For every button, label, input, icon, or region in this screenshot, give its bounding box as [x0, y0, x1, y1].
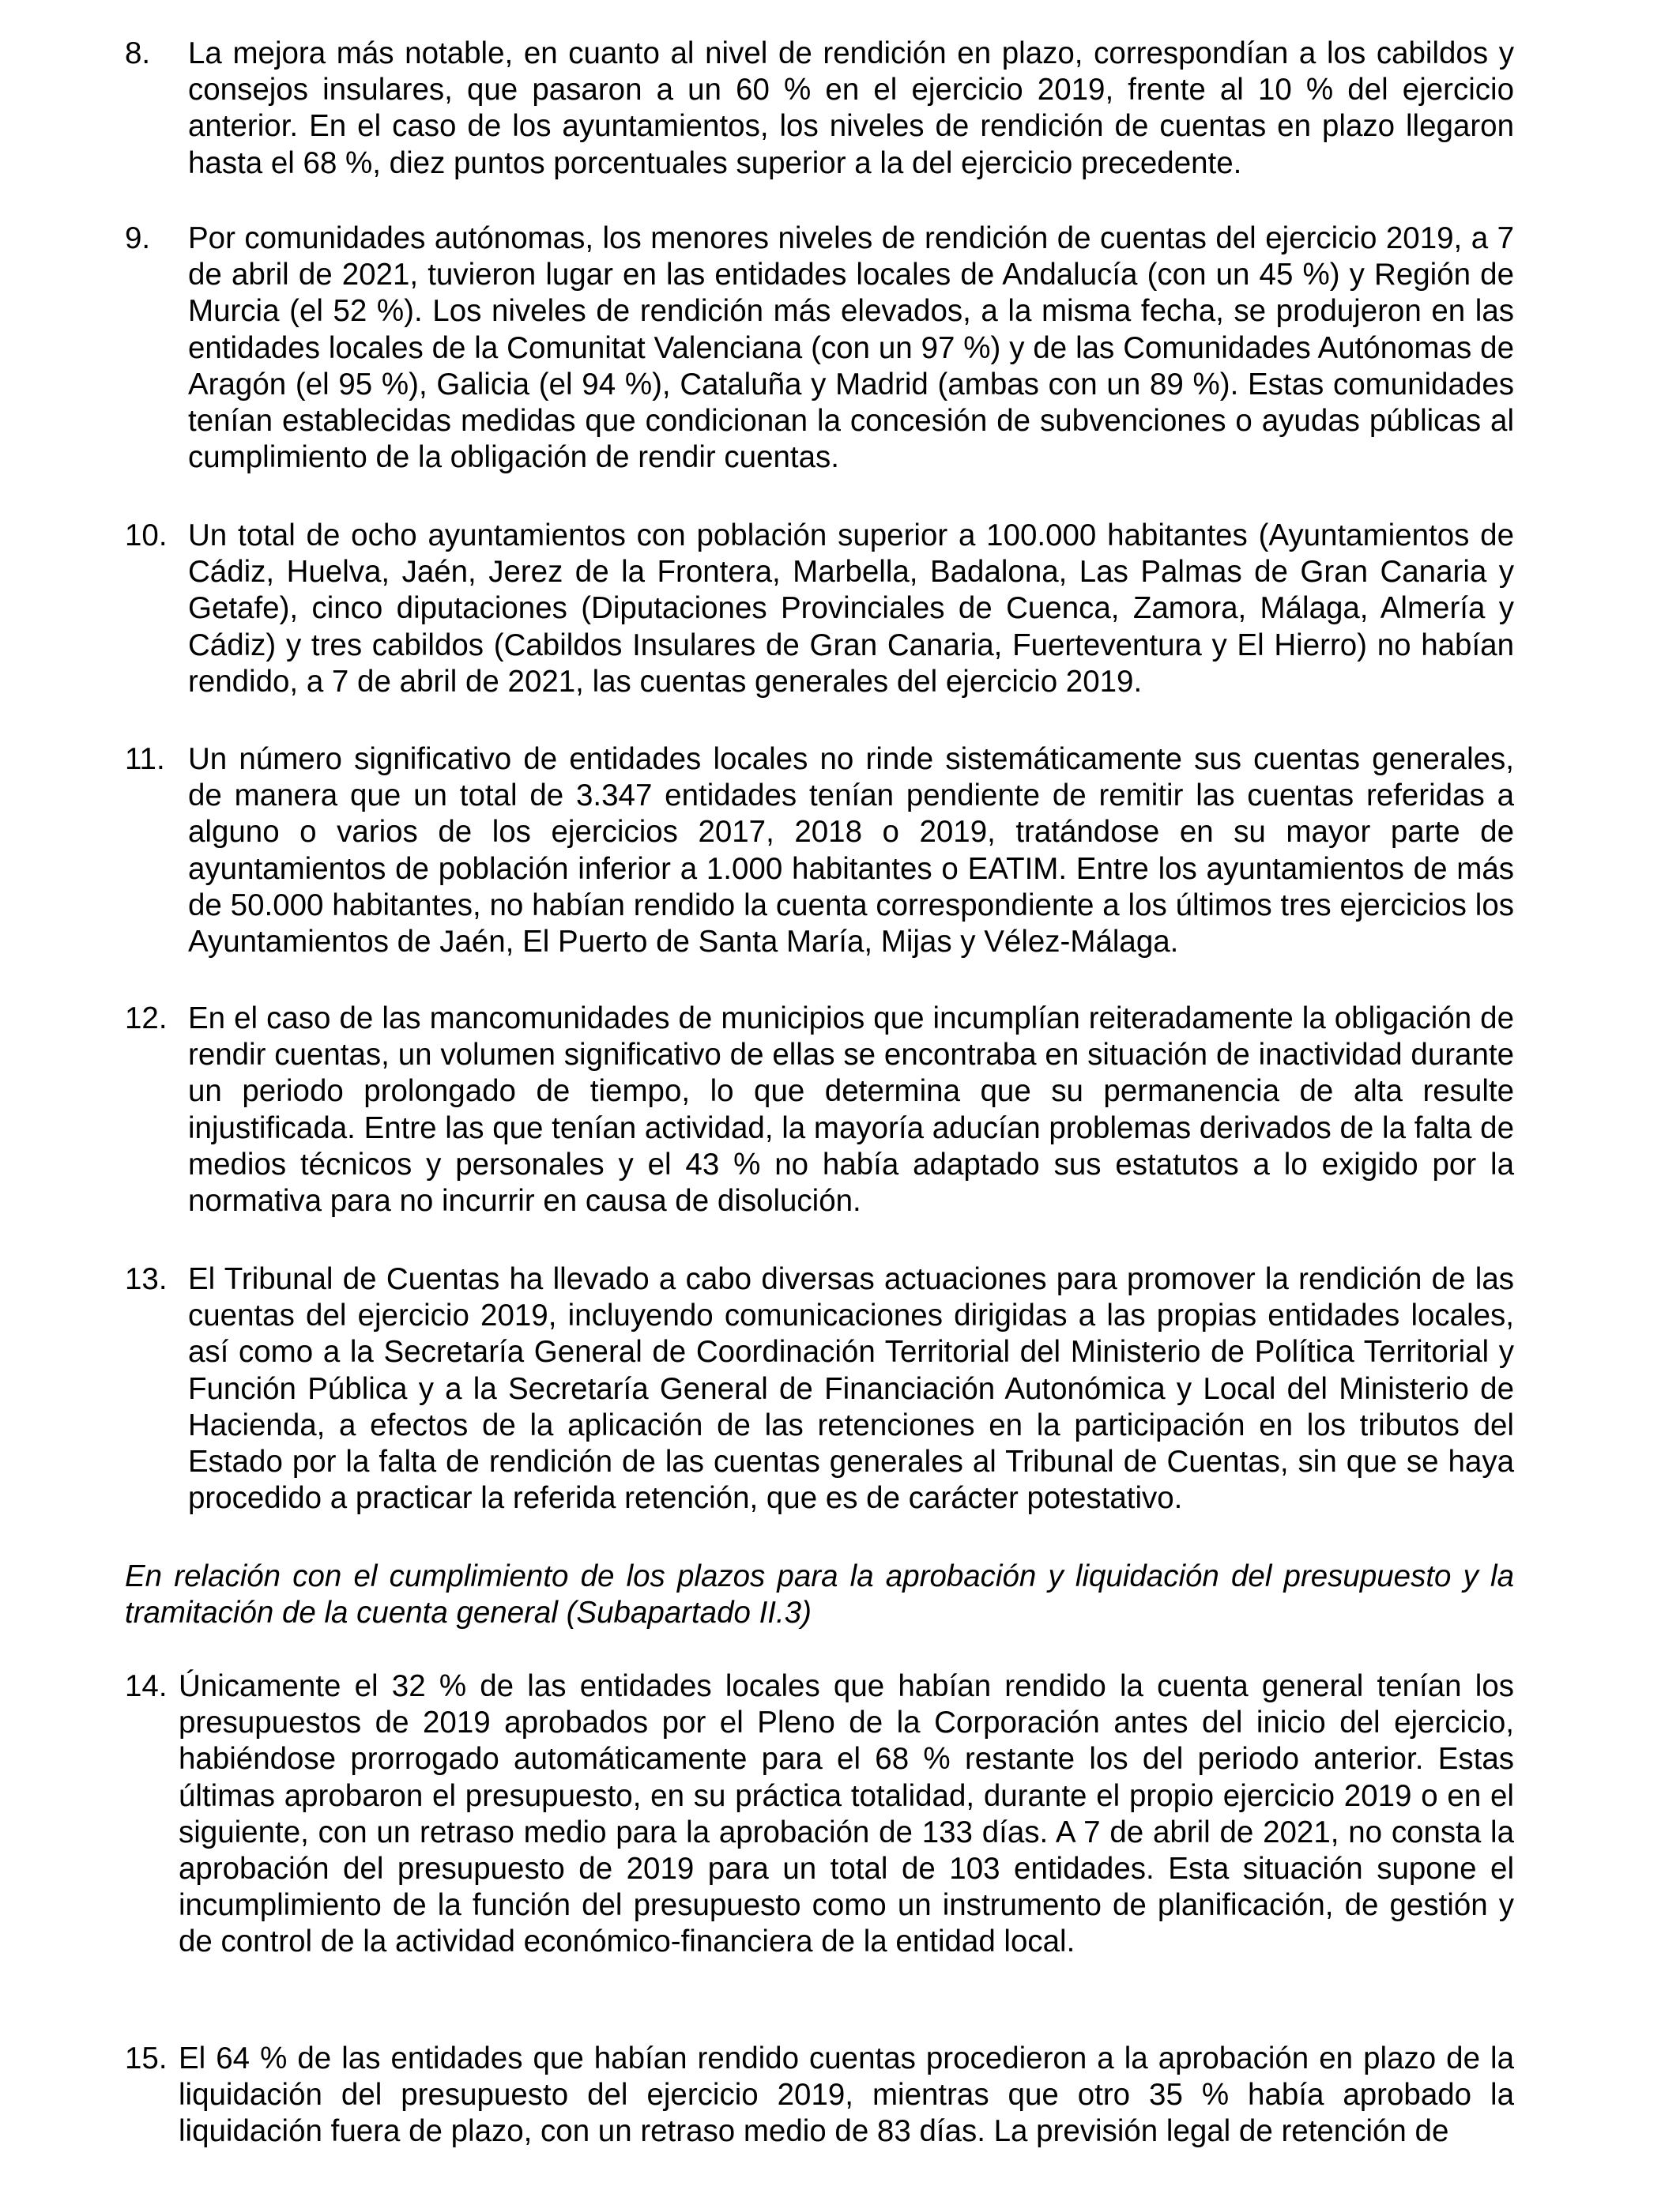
list-item	[125, 36, 1514, 182]
item-text: El Tribunal de Cuentas ha llevado a cabo diversas actuaciones para promover la rendición de las cuentas del ejercicio 2019, incluyendo comunicaciones dirigidas a las propias entidades locales, así como a la Secretaría General de Coordinación Territorial del Ministerio de Política Territorial y Función Pública y a la Secretaría General de Financiación Autonómica y Local del Ministerio de Hacienda, a efectos de la aplicación de las retenciones en la participación en los tributos del Estado por la falta de rendición de las cuentas generales al Tribunal de Cuentas, sin que se haya procedido a practicar la referida retención, que es de carácter potestativo.	[188, 1262, 1514, 1516]
item-number: 10.	[125, 518, 168, 552]
list-item	[125, 221, 1514, 476]
item-number: 13.	[125, 1262, 168, 1296]
item-text: Únicamente el 32 % de las entidades locales que habían rendido la cuenta general tenían los presupuestos de 2019 aprobados por el Pleno de la Corporación antes del inicio del ejercicio, habiéndose prorrogado automáticamente para el 68 % restante los del periodo anterior. Estas últimas aprobaron el presupuesto, en su práctica totalidad, durante el propio ejercicio 2019 o en el siguiente, con un retraso medio para la aprobación de 133 días. A 7 de abril de 2021, no consta la aprobación del presupuesto de 2019 para un total de 103 entidades. Esta situación supone el incumplimiento de la función del presupuesto como un instrumento de planificación, de gestión y de control de la actividad económico-financiera de la entidad local.	[179, 1669, 1514, 1959]
item-text: En el caso de las mancomunidades de municipios que incumplían reiteradamente la obligación de rendir cuentas, un volumen significativo de ellas se encontraba en situación de inactividad durante un periodo prolongado de tiempo, lo que determina que su permanencia de alta resulte injustificada. Entre las que tenían actividad, la mayoría aducían problemas derivados de la falta de medios técnicos y personales y el 43 % no había adaptado sus estatutos a lo exigido por la normativa para no incurrir en causa de disolución.	[188, 1001, 1514, 1219]
list-item	[125, 2041, 1514, 2151]
item-text: Un número significativo de entidades locales no rinde sistemáticamente sus cuentas generales, de manera que un total de 3.347 entidades tenían pendiente de remitir las cuentas referidas a alguno o varios de los ejercicios 2017, 2018 o 2019, tratándose en su mayor parte de ayuntamientos de población inferior a 1.000 habitantes o EATIM. Entre los ayuntamientos de más de 50.000 habitantes, no habían rendido la cuenta correspondiente a los últimos tres ejercicios los Ayuntamientos de Jaén, El Puerto de Santa María, Mijas y Vélez-Málaga.	[188, 742, 1514, 959]
item-number: 14.	[125, 1669, 168, 1703]
list-item	[125, 1261, 1514, 1517]
item-number: 8.	[125, 36, 151, 70]
item-number: 11.	[125, 742, 165, 776]
item-text: El 64 % de las entidades que habían rendido cuentas procedieron a la aprobación en plazo de la liquidación del presupuesto del ejercicio 2019, mientras que otro 35 % había aprobado la liquidación fuera de plazo, con un retraso medio de 83 días. La previsión legal de retención de	[179, 2041, 1514, 2149]
item-text: Por comunidades autónomas, los menores niveles de rendición de cuentas del ejercicio 2019, a 7 de abril de 2021, tuvieron lugar en las entidades locales de Andalucía (con un 45 %) y Región de Murcia (el 52 %). Los niveles de rendición más elevados, a la misma fecha, se produjeron en las entidades locales de la Comunitat Valenciana (con un 97 %) y de las Comunidades Autónomas de Aragón (el 95 %), Galicia (el 94 %), Cataluña y Madrid (ambas con un 89 %). Estas comunidades tenían establecidas medidas que condicionan la concesión de subvenciones o ayudas públicas al cumplimiento de la obligación de rendir cuentas.	[188, 221, 1514, 475]
item-number: 9.	[125, 221, 151, 255]
item-number: 15.	[125, 2041, 168, 2075]
item-text: La mejora más notable, en cuanto al nivel de rendición en plazo, correspondían a los cabildos y consejos insulares, que pasaron a un 60 % en el ejercicio 2019, frente al 10 % del ejercicio anterior. En el caso de los ayuntamientos, los niveles de rendición de cuentas en plazo llegaron hasta el 68 %, diez puntos porcentuales superior a la del ejercicio precedente.	[188, 36, 1514, 180]
item-text: Un total de ocho ayuntamientos con población superior a 100.000 habitantes (Ayuntamientos de Cádiz, Huelva, Jaén, Jerez de la Frontera, Marbella, Badalona, Las Palmas de Gran Canaria y Getafe), cinco diputaciones (Diputaciones Provinciales de Cuenca, Zamora, Málaga, Almería y Cádiz) y tres cabildos (Cabildos Insulares de Gran Canaria, Fuerteventura y El Hierro) no habían rendido, a 7 de abril de 2021, las cuentas generales del ejercicio 2019.	[188, 518, 1514, 699]
list-item	[125, 1668, 1514, 1961]
list-item	[125, 1001, 1514, 1220]
item-number: 12.	[125, 1001, 168, 1035]
section-subheading: En relación con el cumplimiento de los plazos para la aprobación y liquidación del presupuesto y la tramitación de la cuenta general (Subapartado II.3)	[125, 1559, 1514, 1630]
list-item	[125, 518, 1514, 700]
list-item	[125, 741, 1514, 960]
